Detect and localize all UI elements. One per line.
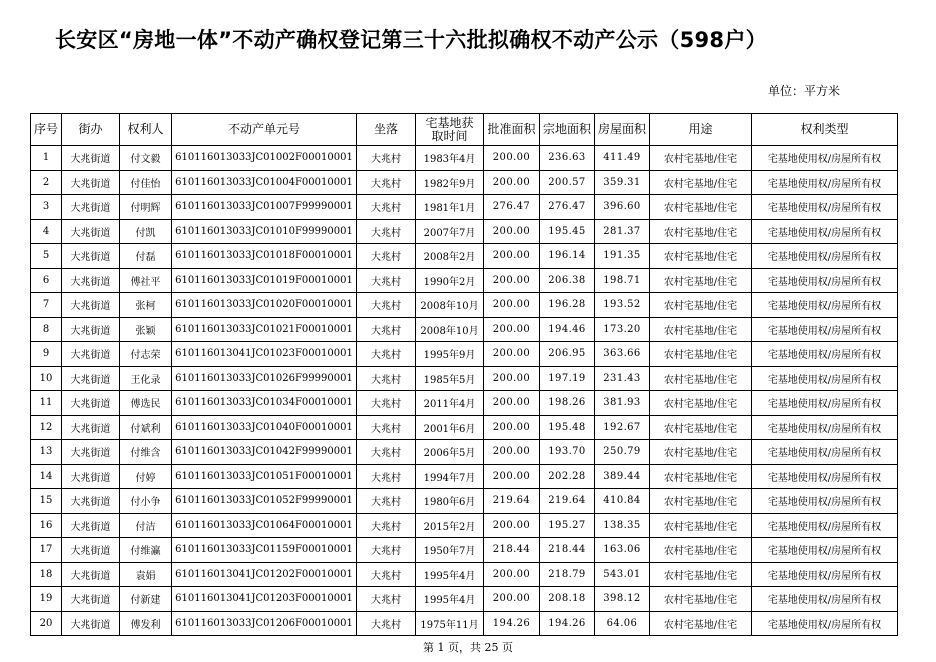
- cell-house-area: 250.79: [595, 440, 650, 465]
- cell-index: 9: [31, 342, 62, 367]
- cell-location: 大兆村: [357, 366, 416, 391]
- cell-house-area: 231.43: [595, 366, 650, 391]
- cell-unit-number: 610116013041JC01203F00010001: [172, 587, 357, 612]
- table-row: [31, 244, 898, 269]
- col-header-index: 序号: [31, 114, 62, 146]
- cell-acquisition-time: 1995年4月: [416, 587, 484, 612]
- cell-house-area: 192.67: [595, 415, 650, 440]
- cell-approved-area: 200.00: [484, 440, 540, 465]
- cell-approved-area: 200.00: [484, 293, 540, 318]
- cell-unit-number: 610116013033JC01042F99990001: [172, 440, 357, 465]
- cell-parcel-area: 202.28: [540, 464, 595, 489]
- cell-approved-area: 200.00: [484, 366, 540, 391]
- cell-parcel-area: 193.70: [540, 440, 595, 465]
- cell-house-area: 64.06: [595, 611, 650, 636]
- cell-location: 大兆村: [357, 244, 416, 269]
- col-header-subdistrict: 街办: [62, 114, 120, 146]
- cell-approved-area: 218.44: [484, 538, 540, 563]
- page-footer: 第 1 页，共 25 页: [423, 641, 513, 654]
- cell-right-type: 宅基地使用权/房屋所有权: [752, 538, 898, 563]
- cell-location: 大兆村: [357, 440, 416, 465]
- cell-owner: 付洁: [120, 513, 172, 538]
- cell-usage: 农村宅基地/住宅: [650, 195, 752, 220]
- cell-owner: 付凯: [120, 219, 172, 244]
- cell-right-type: 宅基地使用权/房屋所有权: [752, 268, 898, 293]
- cell-parcel-area: 218.79: [540, 562, 595, 587]
- cell-index: 4: [31, 219, 62, 244]
- cell-location: 大兆村: [357, 170, 416, 195]
- cell-right-type: 宅基地使用权/房屋所有权: [752, 513, 898, 538]
- unit-label: 单位：平方米: [768, 84, 841, 98]
- table-row: [31, 219, 898, 244]
- cell-approved-area: 200.00: [484, 268, 540, 293]
- cell-index: 8: [31, 317, 62, 342]
- cell-usage: 农村宅基地/住宅: [650, 170, 752, 195]
- cell-index: 10: [31, 366, 62, 391]
- cell-index: 7: [31, 293, 62, 318]
- cell-subdistrict: 大兆街道: [62, 391, 120, 416]
- cell-subdistrict: 大兆街道: [62, 317, 120, 342]
- table-row: [31, 317, 898, 342]
- cell-location: 大兆村: [357, 146, 416, 171]
- cell-right-type: 宅基地使用权/房屋所有权: [752, 244, 898, 269]
- cell-usage: 农村宅基地/住宅: [650, 415, 752, 440]
- cell-usage: 农村宅基地/住宅: [650, 587, 752, 612]
- cell-location: 大兆村: [357, 464, 416, 489]
- cell-usage: 农村宅基地/住宅: [650, 342, 752, 367]
- cell-location: 大兆村: [357, 268, 416, 293]
- cell-right-type: 宅基地使用权/房屋所有权: [752, 170, 898, 195]
- table-row: [31, 366, 898, 391]
- cell-acquisition-time: 1990年2月: [416, 268, 484, 293]
- cell-acquisition-time: 2007年7月: [416, 219, 484, 244]
- cell-house-area: 381.93: [595, 391, 650, 416]
- cell-location: 大兆村: [357, 317, 416, 342]
- cell-index: 18: [31, 562, 62, 587]
- table-row: [31, 268, 898, 293]
- cell-usage: 农村宅基地/住宅: [650, 489, 752, 514]
- cell-location: 大兆村: [357, 415, 416, 440]
- cell-house-area: 138.35: [595, 513, 650, 538]
- cell-unit-number: 610116013033JC01026F99990001: [172, 366, 357, 391]
- cell-owner: 付婷: [120, 464, 172, 489]
- cell-location: 大兆村: [357, 219, 416, 244]
- cell-house-area: 193.52: [595, 293, 650, 318]
- cell-owner: 王化录: [120, 366, 172, 391]
- cell-subdistrict: 大兆街道: [62, 244, 120, 269]
- cell-acquisition-time: 2001年6月: [416, 415, 484, 440]
- cell-subdistrict: 大兆街道: [62, 587, 120, 612]
- cell-unit-number: 610116013033JC01019F00010001: [172, 268, 357, 293]
- cell-subdistrict: 大兆街道: [62, 342, 120, 367]
- cell-usage: 农村宅基地/住宅: [650, 440, 752, 465]
- cell-subdistrict: 大兆街道: [62, 146, 120, 171]
- cell-right-type: 宅基地使用权/房屋所有权: [752, 562, 898, 587]
- table-row: [31, 587, 898, 612]
- cell-location: 大兆村: [357, 562, 416, 587]
- cell-parcel-area: 196.14: [540, 244, 595, 269]
- cell-owner: 付文毅: [120, 146, 172, 171]
- cell-house-area: 359.31: [595, 170, 650, 195]
- cell-parcel-area: 196.28: [540, 293, 595, 318]
- cell-parcel-area: 276.47: [540, 195, 595, 220]
- table-row: [31, 440, 898, 465]
- cell-subdistrict: 大兆街道: [62, 170, 120, 195]
- cell-owner: 张颖: [120, 317, 172, 342]
- cell-approved-area: 219.64: [484, 489, 540, 514]
- cell-house-area: 543.01: [595, 562, 650, 587]
- table-row: [31, 562, 898, 587]
- notice-table: [30, 113, 898, 636]
- col-header-house-area: 房屋面积: [595, 114, 650, 146]
- cell-index: 2: [31, 170, 62, 195]
- cell-unit-number: 610116013033JC01051F00010001: [172, 464, 357, 489]
- cell-owner: 付维瀛: [120, 538, 172, 563]
- cell-location: 大兆村: [357, 342, 416, 367]
- cell-owner: 付新建: [120, 587, 172, 612]
- cell-usage: 农村宅基地/住宅: [650, 538, 752, 563]
- cell-approved-area: 200.00: [484, 170, 540, 195]
- cell-approved-area: 200.00: [484, 513, 540, 538]
- cell-unit-number: 610116013041JC01202F00010001: [172, 562, 357, 587]
- col-header-usage: 用途: [650, 114, 752, 146]
- cell-index: 14: [31, 464, 62, 489]
- cell-unit-number: 610116013041JC01023F00010001: [172, 342, 357, 367]
- cell-index: 12: [31, 415, 62, 440]
- cell-house-area: 191.35: [595, 244, 650, 269]
- cell-subdistrict: 大兆街道: [62, 538, 120, 563]
- cell-right-type: 宅基地使用权/房屋所有权: [752, 342, 898, 367]
- cell-location: 大兆村: [357, 538, 416, 563]
- cell-location: 大兆村: [357, 391, 416, 416]
- col-header-right-type: 权利类型: [752, 114, 898, 146]
- cell-acquisition-time: 1981年1月: [416, 195, 484, 220]
- cell-usage: 农村宅基地/住宅: [650, 146, 752, 171]
- cell-right-type: 宅基地使用权/房屋所有权: [752, 489, 898, 514]
- page-title: 长安区“房地一体”不动产确权登记第三十六批拟确权不动产公示（598户）: [55, 28, 767, 52]
- table-row: [31, 415, 898, 440]
- cell-parcel-area: 206.38: [540, 268, 595, 293]
- cell-parcel-area: 194.46: [540, 317, 595, 342]
- cell-usage: 农村宅基地/住宅: [650, 219, 752, 244]
- table-row: [31, 391, 898, 416]
- cell-usage: 农村宅基地/住宅: [650, 268, 752, 293]
- cell-house-area: 163.06: [595, 538, 650, 563]
- cell-subdistrict: 大兆街道: [62, 464, 120, 489]
- col-header-unit-number: 不动产单元号: [172, 114, 357, 146]
- cell-subdistrict: 大兆街道: [62, 562, 120, 587]
- cell-unit-number: 610116013033JC01159F00010001: [172, 538, 357, 563]
- cell-usage: 农村宅基地/住宅: [650, 244, 752, 269]
- cell-right-type: 宅基地使用权/房屋所有权: [752, 415, 898, 440]
- cell-right-type: 宅基地使用权/房屋所有权: [752, 195, 898, 220]
- cell-usage: 农村宅基地/住宅: [650, 366, 752, 391]
- cell-approved-area: 200.00: [484, 244, 540, 269]
- cell-right-type: 宅基地使用权/房屋所有权: [752, 366, 898, 391]
- cell-subdistrict: 大兆街道: [62, 219, 120, 244]
- cell-approved-area: 200.00: [484, 146, 540, 171]
- cell-parcel-area: 195.45: [540, 219, 595, 244]
- cell-index: 3: [31, 195, 62, 220]
- cell-usage: 农村宅基地/住宅: [650, 391, 752, 416]
- cell-index: 13: [31, 440, 62, 465]
- table-row: [31, 489, 898, 514]
- cell-subdistrict: 大兆街道: [62, 268, 120, 293]
- col-header-parcel-area: 宗地面积: [540, 114, 595, 146]
- cell-unit-number: 610116013033JC01018F00010001: [172, 244, 357, 269]
- cell-house-area: 398.12: [595, 587, 650, 612]
- cell-right-type: 宅基地使用权/房屋所有权: [752, 611, 898, 636]
- cell-unit-number: 610116013033JC01206F00010001: [172, 611, 357, 636]
- cell-acquisition-time: 1982年9月: [416, 170, 484, 195]
- cell-parcel-area: 195.48: [540, 415, 595, 440]
- cell-owner: 付斌利: [120, 415, 172, 440]
- cell-unit-number: 610116013033JC01064F00010001: [172, 513, 357, 538]
- cell-unit-number: 610116013033JC01004F00010001: [172, 170, 357, 195]
- cell-unit-number: 610116013033JC01052F99990001: [172, 489, 357, 514]
- cell-location: 大兆村: [357, 513, 416, 538]
- cell-usage: 农村宅基地/住宅: [650, 513, 752, 538]
- cell-house-area: 396.60: [595, 195, 650, 220]
- cell-right-type: 宅基地使用权/房屋所有权: [752, 146, 898, 171]
- cell-usage: 农村宅基地/住宅: [650, 562, 752, 587]
- table-row: [31, 513, 898, 538]
- cell-index: 17: [31, 538, 62, 563]
- cell-usage: 农村宅基地/住宅: [650, 464, 752, 489]
- cell-parcel-area: 200.57: [540, 170, 595, 195]
- cell-subdistrict: 大兆街道: [62, 195, 120, 220]
- table-row: [31, 293, 898, 318]
- cell-subdistrict: 大兆街道: [62, 366, 120, 391]
- cell-acquisition-time: 1995年4月: [416, 562, 484, 587]
- cell-approved-area: 200.00: [484, 342, 540, 367]
- cell-owner: 傅发利: [120, 611, 172, 636]
- cell-approved-area: 200.00: [484, 562, 540, 587]
- cell-house-area: 363.66: [595, 342, 650, 367]
- cell-parcel-area: 218.44: [540, 538, 595, 563]
- cell-owner: 付磊: [120, 244, 172, 269]
- cell-parcel-area: 206.95: [540, 342, 595, 367]
- cell-house-area: 410.84: [595, 489, 650, 514]
- table-row: [31, 611, 898, 636]
- cell-subdistrict: 大兆街道: [62, 415, 120, 440]
- cell-unit-number: 610116013033JC01034F00010001: [172, 391, 357, 416]
- cell-approved-area: 276.47: [484, 195, 540, 220]
- cell-unit-number: 610116013033JC01040F00010001: [172, 415, 357, 440]
- cell-usage: 农村宅基地/住宅: [650, 611, 752, 636]
- cell-approved-area: 200.00: [484, 219, 540, 244]
- cell-unit-number: 610116013033JC01021F00010001: [172, 317, 357, 342]
- cell-subdistrict: 大兆街道: [62, 440, 120, 465]
- cell-acquisition-time: 1995年9月: [416, 342, 484, 367]
- cell-approved-area: 194.26: [484, 611, 540, 636]
- cell-unit-number: 610116013033JC01002F00010001: [172, 146, 357, 171]
- cell-right-type: 宅基地使用权/房屋所有权: [752, 464, 898, 489]
- cell-parcel-area: 195.27: [540, 513, 595, 538]
- cell-owner: 张柯: [120, 293, 172, 318]
- cell-owner: 付维含: [120, 440, 172, 465]
- table-row: [31, 195, 898, 220]
- cell-acquisition-time: 1985年5月: [416, 366, 484, 391]
- cell-subdistrict: 大兆街道: [62, 611, 120, 636]
- col-header-acquisition-time: 宅基地获取时间: [416, 114, 484, 146]
- cell-approved-area: 200.00: [484, 391, 540, 416]
- cell-index: 15: [31, 489, 62, 514]
- cell-approved-area: 200.00: [484, 415, 540, 440]
- cell-location: 大兆村: [357, 611, 416, 636]
- cell-parcel-area: 236.63: [540, 146, 595, 171]
- cell-parcel-area: 194.26: [540, 611, 595, 636]
- cell-owner: 付小争: [120, 489, 172, 514]
- cell-owner: 付志荣: [120, 342, 172, 367]
- cell-parcel-area: 197.19: [540, 366, 595, 391]
- cell-location: 大兆村: [357, 293, 416, 318]
- cell-house-area: 389.44: [595, 464, 650, 489]
- table-row: [31, 170, 898, 195]
- cell-location: 大兆村: [357, 587, 416, 612]
- table-row: [31, 146, 898, 171]
- cell-acquisition-time: 2008年2月: [416, 244, 484, 269]
- table-row: [31, 342, 898, 367]
- cell-right-type: 宅基地使用权/房屋所有权: [752, 219, 898, 244]
- cell-owner: 付明辉: [120, 195, 172, 220]
- table-row: [31, 464, 898, 489]
- cell-acquisition-time: 1994年7月: [416, 464, 484, 489]
- cell-house-area: 173.20: [595, 317, 650, 342]
- cell-parcel-area: 208.18: [540, 587, 595, 612]
- cell-location: 大兆村: [357, 489, 416, 514]
- cell-subdistrict: 大兆街道: [62, 513, 120, 538]
- cell-index: 5: [31, 244, 62, 269]
- cell-owner: 傅选民: [120, 391, 172, 416]
- cell-acquisition-time: 2006年5月: [416, 440, 484, 465]
- cell-house-area: 411.49: [595, 146, 650, 171]
- col-header-location: 坐落: [357, 114, 416, 146]
- cell-house-area: 281.37: [595, 219, 650, 244]
- table-header-row: [31, 114, 898, 146]
- cell-right-type: 宅基地使用权/房屋所有权: [752, 293, 898, 318]
- cell-index: 11: [31, 391, 62, 416]
- cell-right-type: 宅基地使用权/房屋所有权: [752, 391, 898, 416]
- cell-acquisition-time: 1980年6月: [416, 489, 484, 514]
- cell-parcel-area: 198.26: [540, 391, 595, 416]
- col-header-approved-area: 批准面积: [484, 114, 540, 146]
- cell-index: 19: [31, 587, 62, 612]
- cell-owner: 傅社平: [120, 268, 172, 293]
- cell-owner: 付佳怡: [120, 170, 172, 195]
- cell-owner: 袁娟: [120, 562, 172, 587]
- cell-acquisition-time: 1983年4月: [416, 146, 484, 171]
- col-header-owner: 权利人: [120, 114, 172, 146]
- cell-usage: 农村宅基地/住宅: [650, 293, 752, 318]
- cell-right-type: 宅基地使用权/房屋所有权: [752, 440, 898, 465]
- cell-acquisition-time: 2011年4月: [416, 391, 484, 416]
- cell-right-type: 宅基地使用权/房屋所有权: [752, 317, 898, 342]
- cell-usage: 农村宅基地/住宅: [650, 317, 752, 342]
- cell-house-area: 198.71: [595, 268, 650, 293]
- cell-acquisition-time: 2008年10月: [416, 317, 484, 342]
- cell-approved-area: 200.00: [484, 317, 540, 342]
- cell-acquisition-time: 1975年11月: [416, 611, 484, 636]
- cell-index: 20: [31, 611, 62, 636]
- cell-unit-number: 610116013033JC01007F99990001: [172, 195, 357, 220]
- cell-unit-number: 610116013033JC01020F00010001: [172, 293, 357, 318]
- cell-unit-number: 610116013033JC01010F99990001: [172, 219, 357, 244]
- cell-right-type: 宅基地使用权/房屋所有权: [752, 587, 898, 612]
- table-body: [31, 146, 898, 636]
- table-row: [31, 538, 898, 563]
- cell-approved-area: 200.00: [484, 587, 540, 612]
- cell-subdistrict: 大兆街道: [62, 489, 120, 514]
- cell-index: 6: [31, 268, 62, 293]
- cell-approved-area: 200.00: [484, 464, 540, 489]
- cell-index: 16: [31, 513, 62, 538]
- cell-acquisition-time: 1950年7月: [416, 538, 484, 563]
- cell-subdistrict: 大兆街道: [62, 293, 120, 318]
- cell-parcel-area: 219.64: [540, 489, 595, 514]
- cell-location: 大兆村: [357, 195, 416, 220]
- cell-index: 1: [31, 146, 62, 171]
- cell-acquisition-time: 2008年10月: [416, 293, 484, 318]
- cell-acquisition-time: 2015年2月: [416, 513, 484, 538]
